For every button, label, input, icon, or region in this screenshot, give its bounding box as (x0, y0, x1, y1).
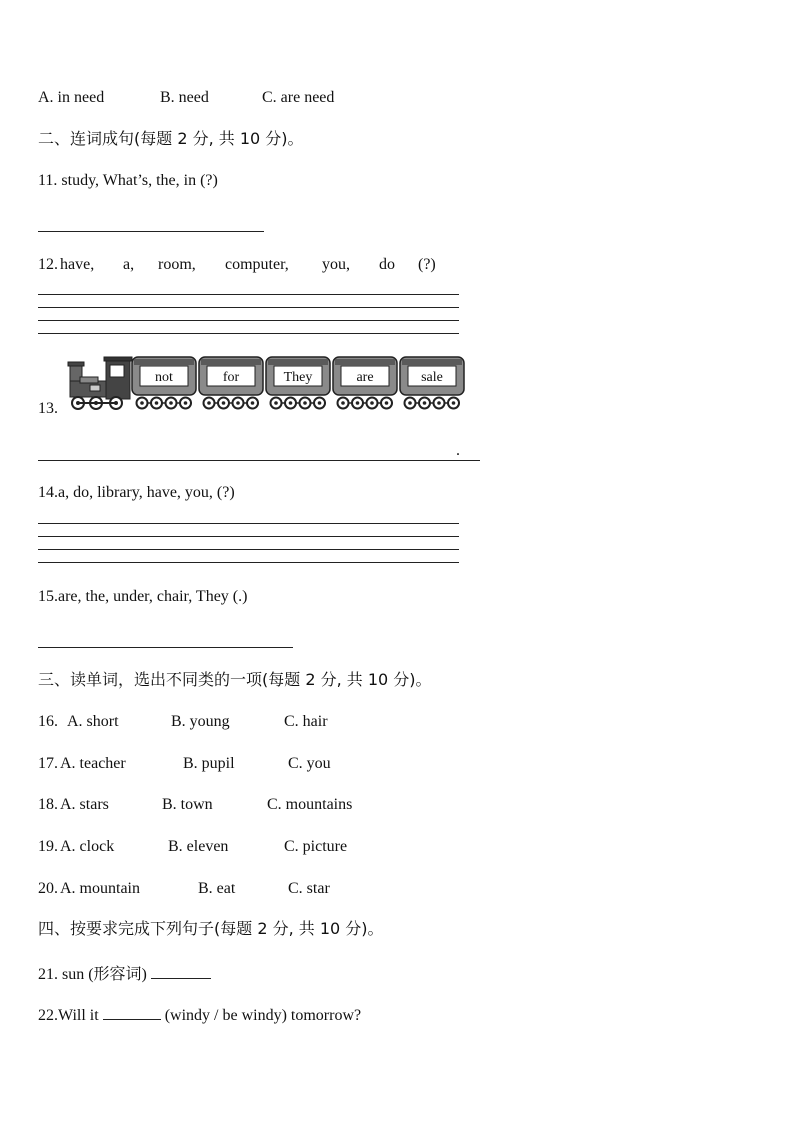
q14-text: 14.a, do, library, have, you, (?) (38, 484, 235, 501)
option-c: C. picture (284, 838, 348, 855)
option-a: A. clock (60, 838, 115, 855)
q12-answer-line[interactable] (38, 307, 459, 308)
option-a: A. short (67, 713, 119, 730)
q14-answer-line[interactable] (38, 562, 459, 563)
train-wagon (266, 357, 330, 409)
q12-number: 12. (38, 256, 58, 273)
section4-heading: 四、按要求完成下列句子(每题 2 分, 共 10 分)。 (38, 919, 384, 938)
q22-blank[interactable] (103, 1003, 161, 1020)
q13-answer-line[interactable] (38, 460, 480, 461)
train-word: for (222, 370, 240, 385)
q21-prompt: 21. sun (形容词) (38, 966, 151, 983)
question-number: 19. (38, 838, 58, 855)
section2-heading: 二、连词成句(每题 2 分, 共 10 分)。 (38, 129, 304, 148)
option-a: A. mountain (60, 880, 140, 897)
q14-answer-line[interactable] (38, 536, 459, 537)
q10-option-b: B. need (160, 89, 209, 106)
q12-answer-line[interactable] (38, 333, 459, 334)
q12-word: (?) (418, 256, 436, 273)
q12-word: have, (60, 256, 95, 273)
q13-period: . (456, 442, 460, 459)
q15-answer-line[interactable] (38, 647, 293, 648)
option-c: C. hair (284, 713, 328, 730)
q11-answer-line[interactable] (38, 231, 264, 232)
train-wagon (199, 357, 263, 409)
train-word: are (356, 370, 374, 385)
q15-text: 15.are, the, under, chair, They (.) (38, 588, 248, 605)
option-b: B. eat (198, 880, 236, 897)
option-a: A. stars (60, 796, 109, 813)
option-b: B. pupil (183, 755, 235, 772)
option-c: C. star (288, 880, 330, 897)
q14-answer-line[interactable] (38, 549, 459, 550)
option-c: C. you (288, 755, 331, 772)
q14-answer-line[interactable] (38, 523, 459, 524)
option-b: B. young (171, 713, 230, 730)
q12-word: a, (123, 256, 135, 273)
q12-word: room, (158, 256, 196, 273)
train-icon (66, 355, 470, 415)
q22-text (38, 1003, 361, 1026)
q22-suffix: (windy / be windy) tomorrow? (160, 1007, 362, 1024)
option-b: B. eleven (168, 838, 229, 855)
train-wagon (400, 357, 464, 409)
option-a: A. teacher (60, 755, 126, 772)
train-word: They (283, 370, 313, 385)
question-number: 20. (38, 880, 58, 897)
question-number: 16. (38, 713, 58, 730)
locomotive-icon (68, 357, 132, 409)
q12-answer-line[interactable] (38, 294, 459, 295)
option-b: B. town (162, 796, 213, 813)
q10-option-c: C. are need (262, 89, 335, 106)
train-word: not (155, 370, 173, 385)
q11-text: 11. study, What’s, the, in (?) (38, 172, 218, 189)
q12-word: do (379, 256, 395, 273)
train-wagon (132, 357, 196, 409)
q21-blank[interactable] (151, 962, 211, 979)
q12-word: you, (322, 256, 350, 273)
option-c: C. mountains (267, 796, 353, 813)
q10-option-a: A. in need (38, 89, 105, 106)
q13-number: 13. (38, 400, 58, 417)
q22-prompt: 22.Will it (38, 1007, 103, 1024)
train-illustration (66, 355, 470, 415)
train-wagon (333, 357, 397, 409)
question-number: 17. (38, 755, 58, 772)
train-word: sale (421, 370, 443, 385)
q12-answer-line[interactable] (38, 320, 459, 321)
q21-text (38, 962, 211, 985)
section3-heading: 三、读单词，选出不同类的一项(每题 2 分, 共 10 分)。 (38, 670, 432, 689)
question-number: 18. (38, 796, 58, 813)
q12-word: computer, (225, 256, 289, 273)
